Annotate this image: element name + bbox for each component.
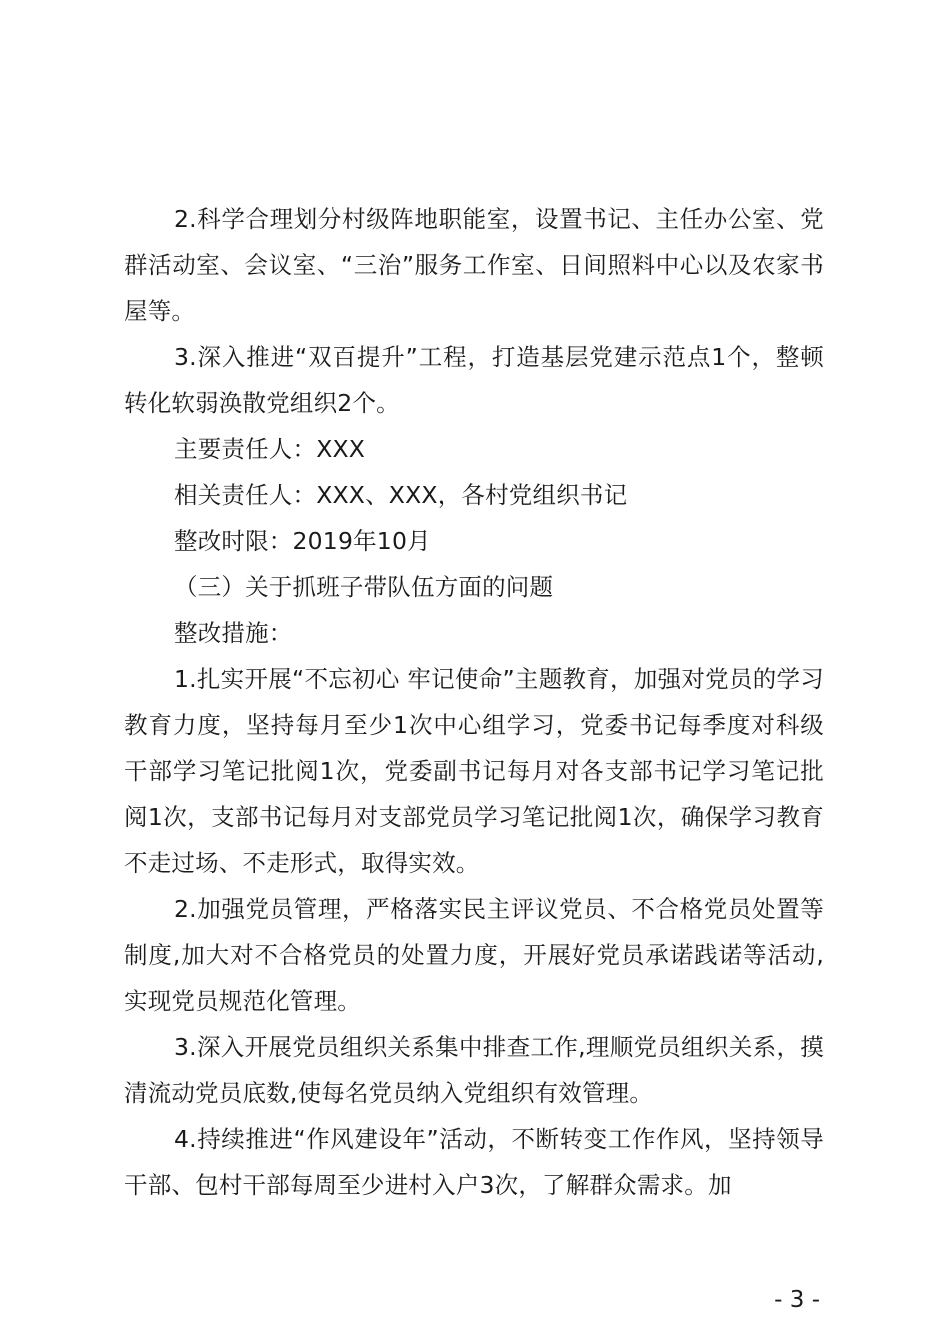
paragraph-related-responsible: 相关责任人：XXX、XXX，各村党组织书记 [174, 481, 628, 509]
paragraph-main-responsible: 主要责任人：XXX [174, 435, 366, 463]
paragraph-measure-2b: 2.加强党员管理，严格落实民主评议党员、不合格党员处置等制度,加大对不合格党员的处置力度，开展好党员承诺践诺等活动,实现党员规范化管理。 [124, 895, 824, 1015]
paragraph-deadline: 整改时限：2019年10月 [174, 527, 431, 555]
paragraph-measure-2: 2.科学合理划分村级阵地职能室，设置书记、主任办公室、党群活动室、会议室、“三治”服务工作室、日间照料中心以及农家书屋等。 [124, 205, 824, 325]
paragraph-measure-3: 3.深入推进“双百提升”工程，打造基层党建示范点1个，整顿转化软弱涣散党组织2个。 [124, 343, 824, 417]
section-heading-3: （三）关于抓班子带队伍方面的问题 [174, 573, 554, 601]
paragraph-measure-3b: 3.深入开展党员组织关系集中排查工作,理顺党员组织关系，摸清流动党员底数,使每名党员纳入党组织有效管理。 [124, 1033, 824, 1107]
paragraph-measures-label: 整改措施： [174, 619, 293, 647]
paragraph-measure-1: 1.扎实开展“不忘初心 牢记使命”主题教育，加强对党员的学习教育力度，坚持每月至少1次中心组学习，党委书记每季度对科级干部学习笔记批阅1次，党委副书记每月对各支部书记学习笔记批阅1次，支部书记每月对支部党员学习笔记批阅1次，确保学习教育不走过场、不走形式，取得实效。 [124, 665, 824, 877]
paragraph-measure-4: 4.持续推进“作风建设年”活动，不断转变工作作风，坚持领导干部、包村干部每周至少进村入户3次，了解群众需求。加 [124, 1125, 824, 1199]
document-body [124, 196, 824, 1208]
page-number: - 3 - [774, 1287, 820, 1313]
